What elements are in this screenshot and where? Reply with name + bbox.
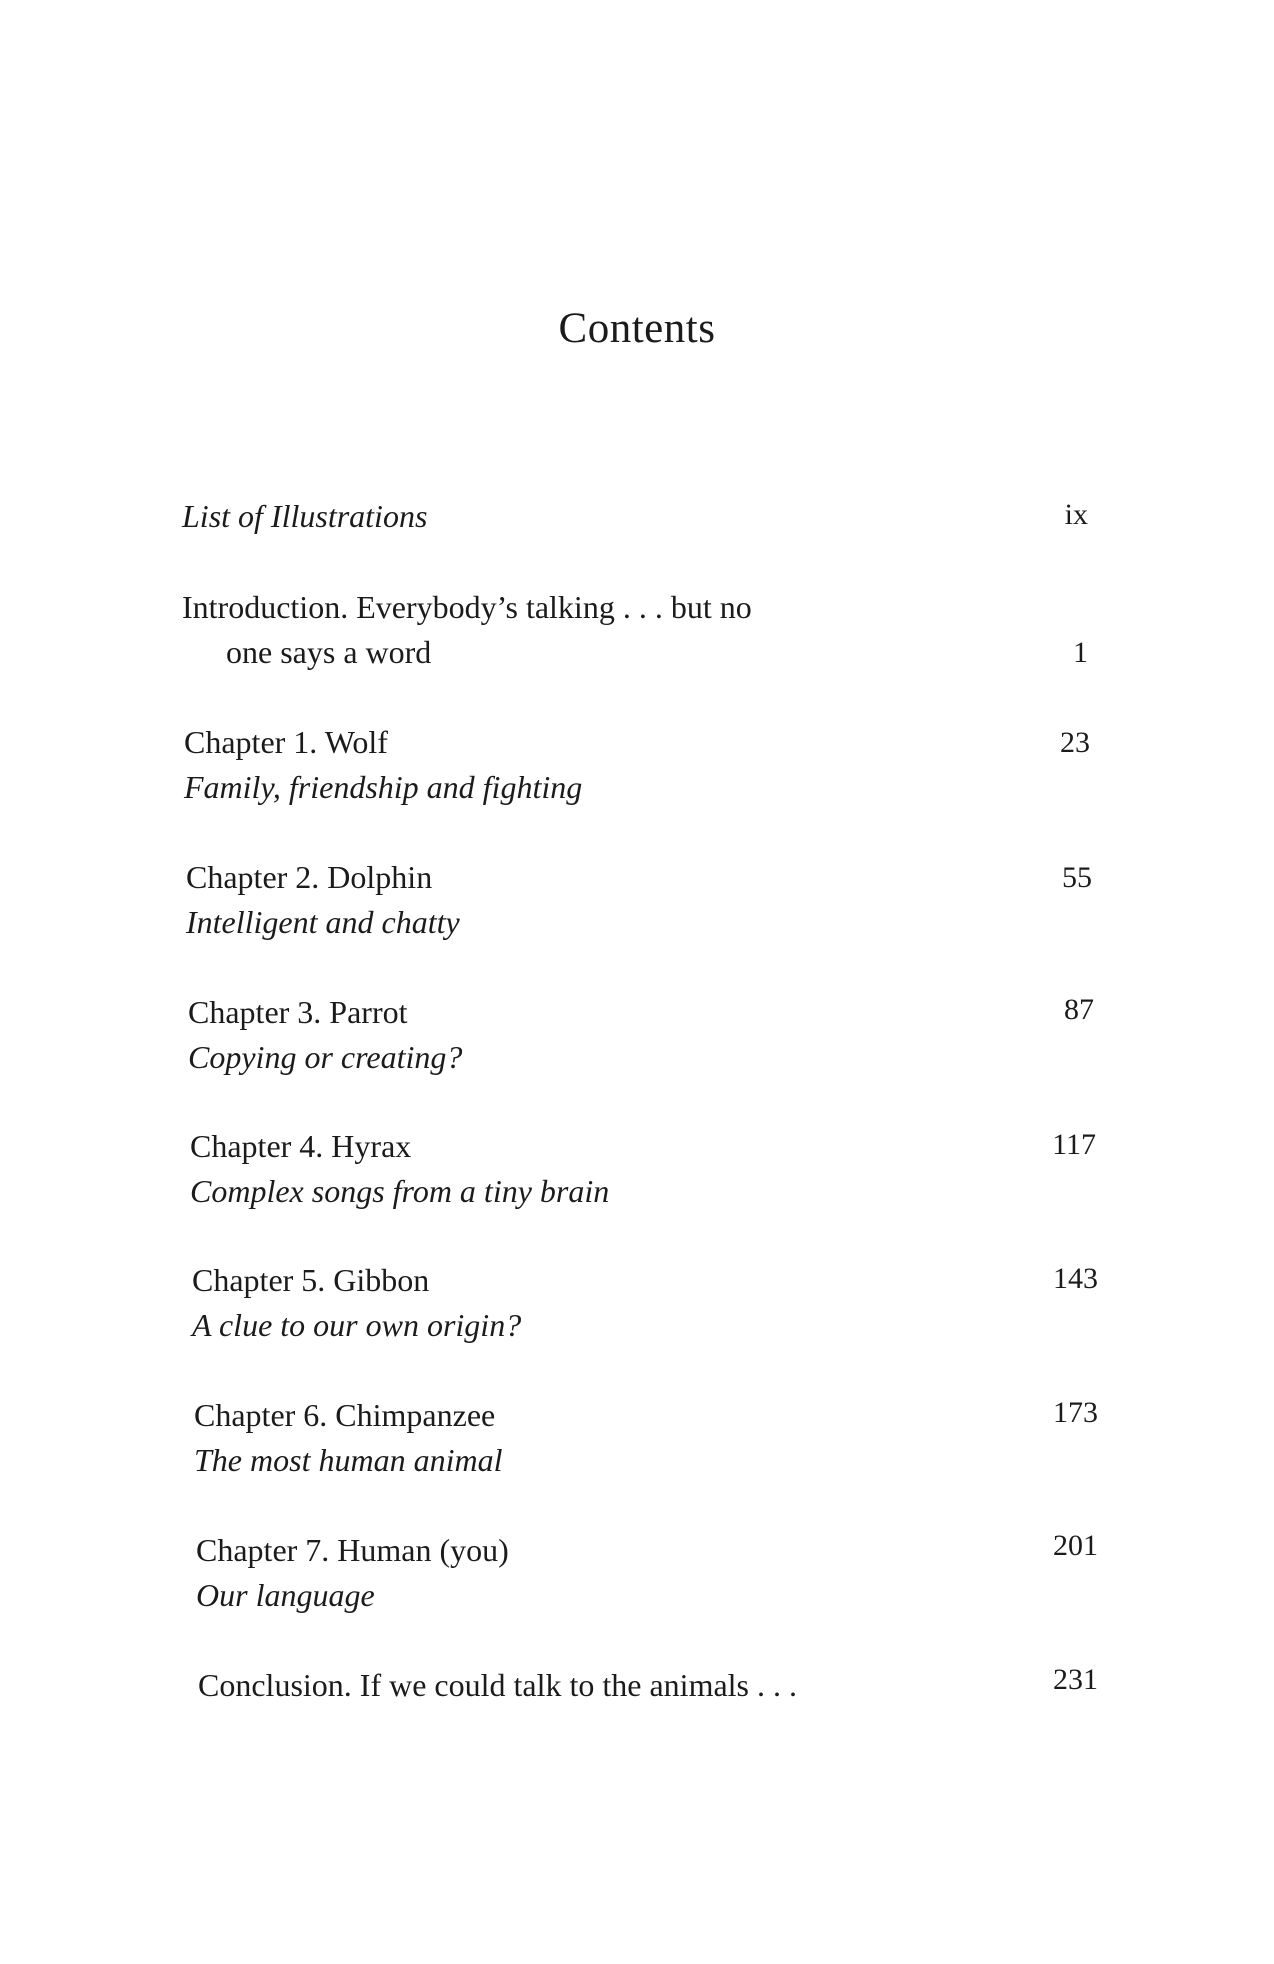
entry-title: Conclusion. If we could talk to the animals . . . — [198, 1667, 797, 1703]
entry-subtitle: The most human animal — [194, 1442, 503, 1478]
toc-entry-chapter-1[interactable] — [184, 720, 582, 810]
toc-entry-chapter-6[interactable] — [194, 1393, 502, 1483]
entry-title: Chapter 1. Wolf — [184, 724, 388, 760]
toc-entry-chapter-5[interactable] — [192, 1258, 521, 1348]
entry-subtitle: Intelligent and chatty — [186, 904, 460, 940]
entry-title-continued: one says a word — [226, 634, 432, 670]
toc-entry-chapter-2[interactable] — [186, 855, 460, 945]
entry-title: Chapter 5. Gibbon — [192, 1262, 430, 1298]
page-number: 201 — [1053, 1529, 1098, 1562]
toc-entry-chapter-3[interactable] — [188, 990, 462, 1080]
page-number: 117 — [1052, 1128, 1096, 1161]
entry-subtitle: Copying or creating? — [188, 1039, 463, 1075]
page-number: 143 — [1053, 1262, 1098, 1295]
entry-title: List of Illustrations — [182, 498, 428, 534]
entry-subtitle: Family, friendship and fighting — [184, 769, 583, 805]
page-number: 87 — [1064, 993, 1094, 1026]
entry-title: Chapter 7. Human (you) — [196, 1532, 509, 1568]
toc-entry-chapter-7[interactable] — [196, 1528, 509, 1618]
entry-title: Chapter 3. Parrot — [188, 994, 408, 1030]
entry-title: Chapter 6. Chimpanzee — [194, 1397, 496, 1433]
entry-subtitle: Our language — [196, 1577, 375, 1613]
page-number: 23 — [1060, 726, 1090, 759]
toc-entry-introduction[interactable] — [182, 585, 752, 675]
entry-title: Introduction. Everybody’s talking . . . but no — [182, 589, 752, 625]
page-number: ix — [1064, 498, 1088, 531]
toc-entry-chapter-4[interactable] — [190, 1124, 609, 1214]
entry-title: Chapter 4. Hyrax — [190, 1128, 412, 1164]
toc-entry-list-of-illustrations[interactable] — [182, 494, 427, 539]
page-number: 231 — [1053, 1663, 1098, 1696]
entry-title: Chapter 2. Dolphin — [186, 859, 433, 895]
toc-entry-conclusion[interactable] — [198, 1663, 797, 1708]
entry-subtitle: Complex songs from a tiny brain — [190, 1173, 610, 1209]
page-number: 1 — [1073, 636, 1088, 669]
entry-subtitle: A clue to our own origin? — [192, 1307, 522, 1343]
page-number: 55 — [1062, 861, 1092, 894]
page-title: Contents — [558, 305, 716, 352]
page-number: 173 — [1053, 1396, 1098, 1429]
